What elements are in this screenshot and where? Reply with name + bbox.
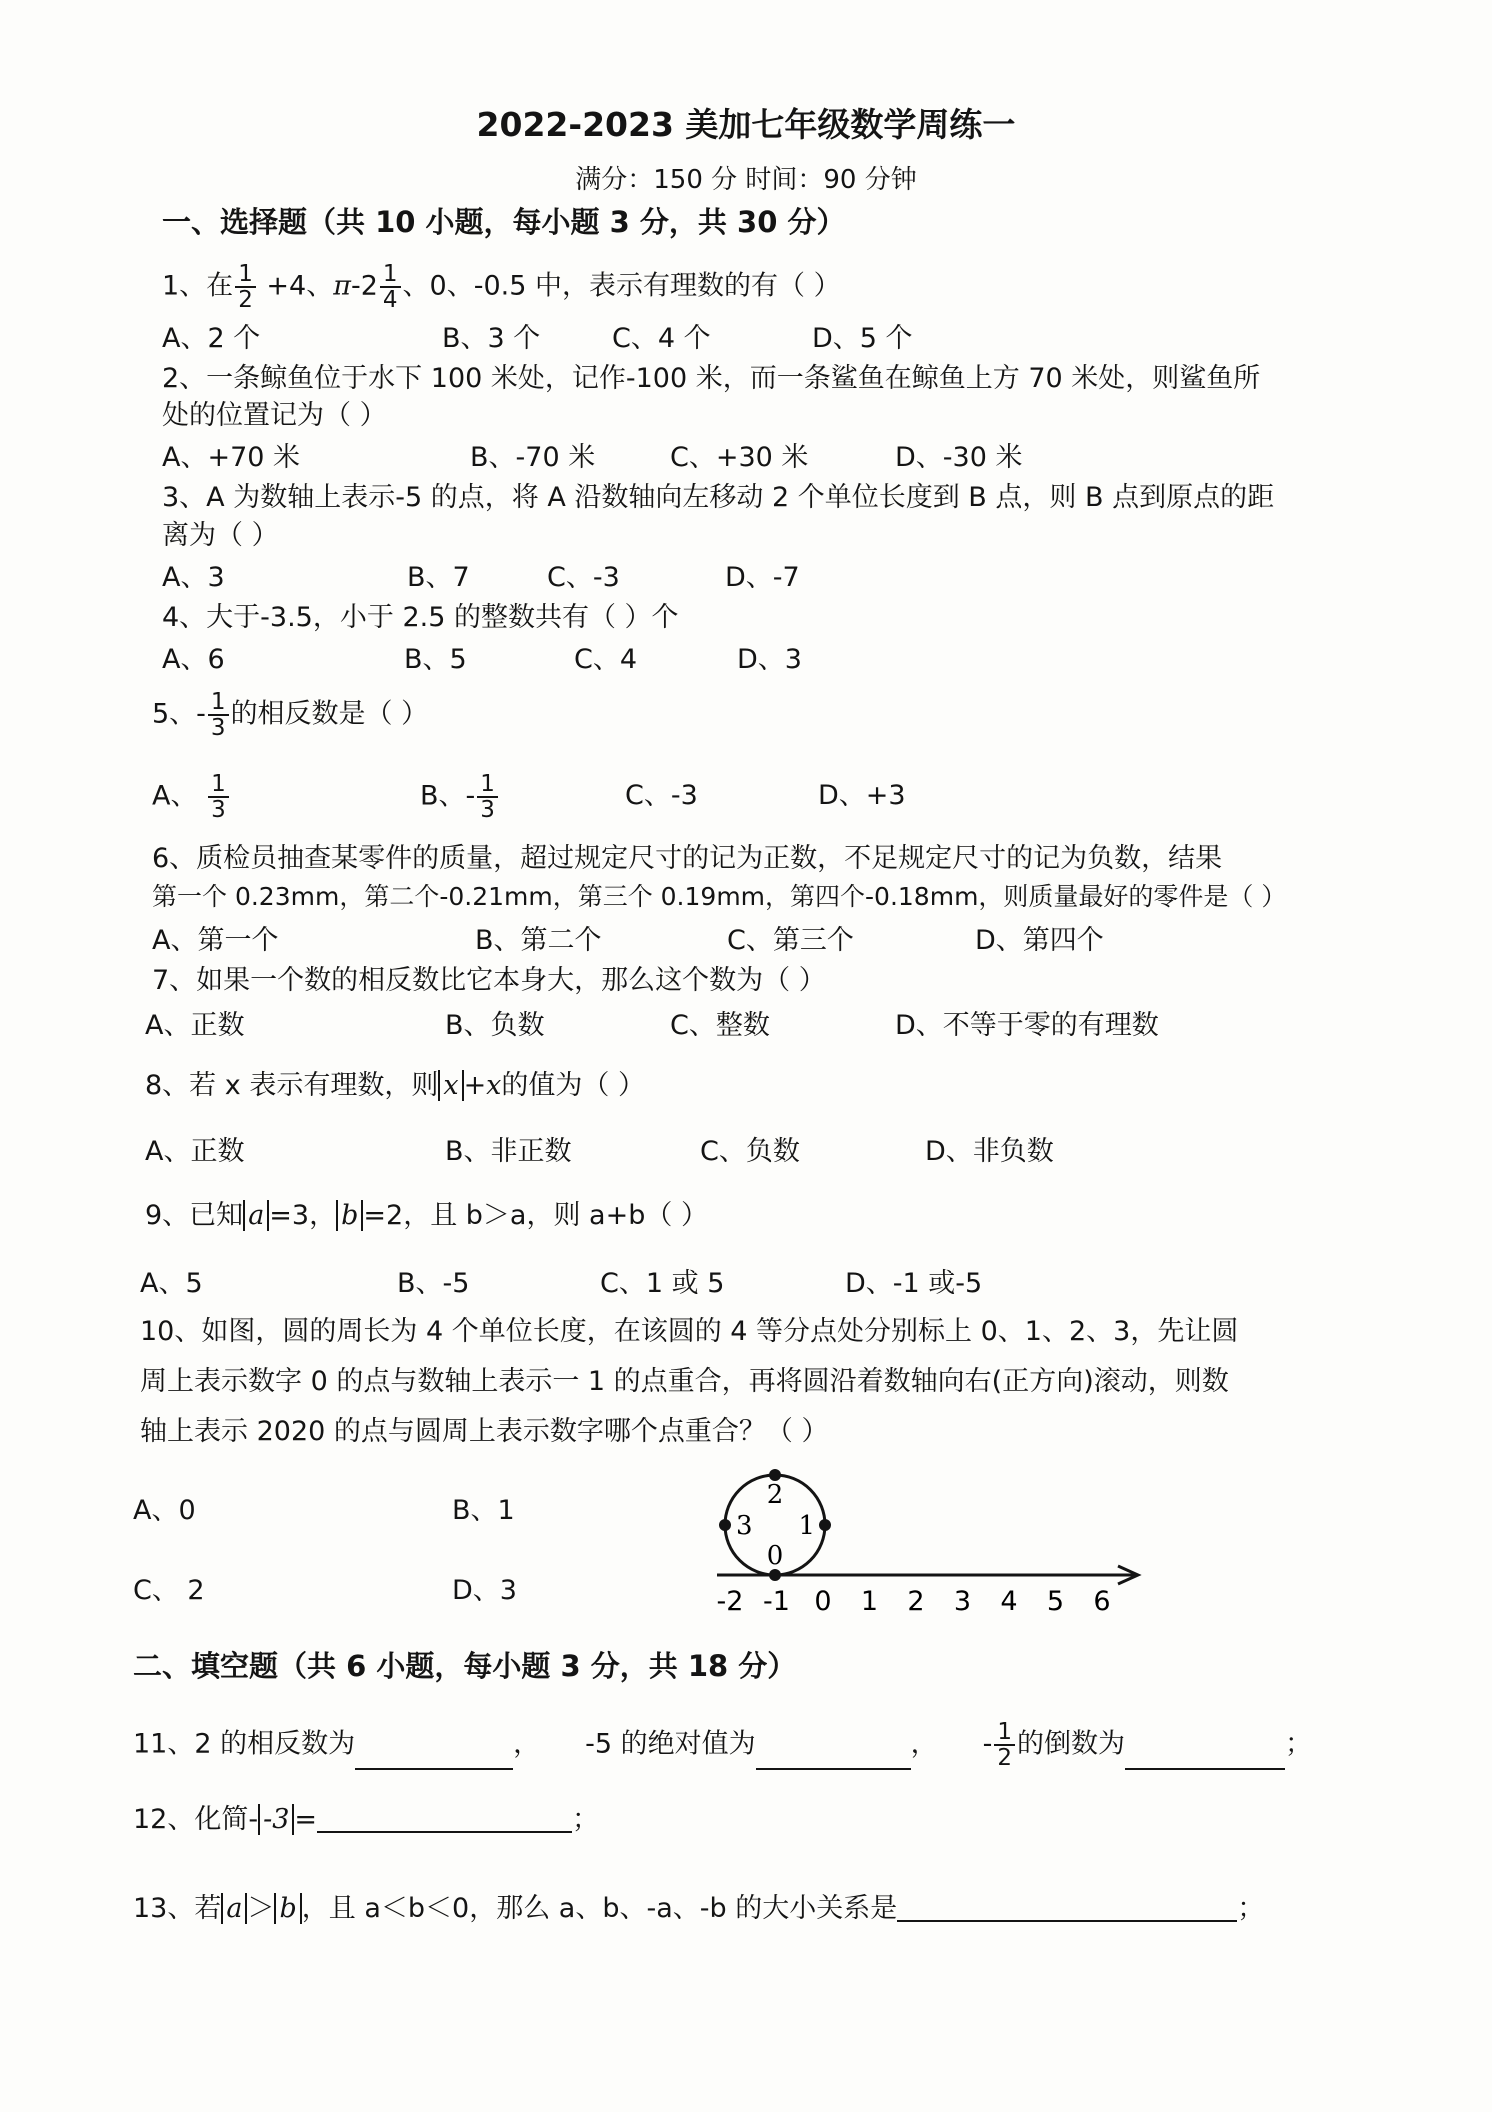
absolute-value: a (221, 1893, 247, 1924)
q4-option-d: D、3 (737, 644, 802, 675)
axis-tick-label: -1 (763, 1586, 790, 1617)
exam-meta: 满分：150 分 时间：90 分钟 (575, 165, 917, 195)
q10-option-b: B、1 (452, 1495, 515, 1526)
q2-option-a: A、+70 米 (162, 442, 301, 473)
q2-option-c: C、+30 米 (670, 442, 809, 473)
q4-option-a: A、6 (162, 644, 225, 675)
fraction: $\frac{1}{3}$ (208, 690, 229, 740)
circle-label-0: 0 (766, 1541, 784, 1571)
fraction: $\frac{1}{3}$ (477, 772, 498, 822)
axis-tick-labels (717, 1586, 1111, 1617)
section-2-heading: 二、填空题（共 6 小题，每小题 3 分，共 18 分） (133, 1649, 797, 1683)
q10-option-c: C、 2 (133, 1575, 205, 1606)
section-1-heading: 一、选择题（共 10 小题，每小题 3 分，共 30 分） (162, 205, 846, 239)
q1-option-b: B、3 个 (442, 323, 541, 354)
question-7: 7、如果一个数的相反数比它本身大，那么这个数为（ ） (152, 965, 826, 996)
answer-blank[interactable] (355, 1744, 513, 1770)
q9-option-b: B、-5 (397, 1268, 470, 1299)
absolute-value: -3 (258, 1804, 294, 1835)
q8-option-b: B、非正数 (445, 1136, 572, 1167)
circle-label-1: 1 (798, 1511, 815, 1541)
absolute-value: x (438, 1070, 463, 1101)
question-10-line1: 10、如图，圆的周长为 4 个单位长度，在该圆的 4 等分点处分别标上 0、1、2、3，先让圆 (140, 1316, 1239, 1347)
question-5: 5、- $\frac{1}{3}$ 的相反数是（ ） (152, 689, 429, 742)
q4-option-c: C、4 (574, 644, 638, 675)
q9-option-a: A、5 (140, 1268, 203, 1299)
q6-option-b: B、第二个 (475, 925, 602, 956)
q10-option-a: A、0 (133, 1495, 196, 1526)
q7-option-a: A、正数 (145, 1010, 245, 1041)
answer-blank[interactable] (756, 1744, 911, 1770)
circle-point-left (719, 1519, 731, 1531)
q6-option-d: D、第四个 (975, 925, 1104, 956)
axis-tick-label: -2 (716, 1586, 744, 1617)
q4-option-b: B、5 (404, 644, 467, 675)
question-8: 8、若 x 表示有理数，则 x +x的值为（ ） (145, 1070, 646, 1101)
circle-number-line-figure (705, 1455, 1165, 1625)
question-10-line3: 轴上表示 2020 的点与圆周上表示数字哪个点重合？（ ） (140, 1416, 829, 1447)
question-1: 1、在 $\frac{1}{2}$ +4、π-2 $\frac{1}{4}$ 、0、-0.5 中，表示有理数的有（ ） (162, 261, 841, 314)
absolute-value: b (274, 1893, 301, 1924)
q5-option-d: D、+3 (818, 780, 906, 811)
question-12: 12、化简- -3 = ； (133, 1804, 600, 1835)
absolute-value: b (336, 1200, 363, 1231)
q9-option-d: D、-1 或-5 (845, 1268, 983, 1299)
q7-option-d: D、不等于零的有理数 (895, 1010, 1159, 1041)
q10-option-d: D、3 (452, 1575, 517, 1606)
q6-option-a: A、第一个 (152, 925, 279, 956)
page-title: 2022-2023 美加七年级数学周练一 (476, 105, 1016, 144)
axis-tick-label: 6 (1093, 1586, 1111, 1617)
answer-blank[interactable] (1125, 1744, 1285, 1770)
fraction: $\frac{1}{3}$ (208, 772, 229, 822)
q1-option-a: A、2 个 (162, 323, 261, 354)
axis-tick-label: 3 (953, 1586, 972, 1617)
q6-option-c: C、第三个 (727, 925, 854, 956)
q8-option-a: A、正数 (145, 1136, 245, 1167)
answer-blank[interactable] (897, 1896, 1237, 1922)
question-3-line2: 离为（ ） (162, 520, 279, 551)
q8-option-d: D、非负数 (925, 1136, 1054, 1167)
question-6-line1: 6、质检员抽查某零件的质量，超过规定尺寸的记为正数，不足规定尺寸的记为负数，结果 (152, 843, 1223, 874)
question-10-line2: 周上表示数字 0 的点与数轴上表示一 1 的点重合，再将圆沿着数轴向右(正方向)滚动，则数 (140, 1366, 1229, 1397)
q9-option-c: C、1 或 5 (600, 1268, 725, 1299)
q5-option-c: C、-3 (625, 780, 698, 811)
question-11: 11、2 的相反数为 ， -5 的绝对值为 ， - $\frac{1}{2}$ 的倒数为 ； (133, 1719, 1313, 1772)
question-2-line1: 2、一条鲸鱼位于水下 100 米处，记作-100 米，而一条鲨鱼在鲸鱼上方 70 米处，则鲨鱼所 (162, 363, 1261, 394)
q3-option-c: C、-3 (547, 562, 620, 593)
q7-option-b: B、负数 (445, 1010, 545, 1041)
q5-option-b: B、- $\frac{1}{3}$ (420, 772, 500, 822)
question-6-line2: 第一个 0.23mm，第二个-0.21mm，第三个 0.19mm，第四个-0.18mm，则质量最好的零件是（ ） (152, 882, 1287, 911)
question-13: 13、若 a ＞ b ，且 a＜b＜0，那么 a、b、-a、-b 的大小关系是 ； (133, 1893, 1265, 1924)
fraction: $\frac{1}{4}$ (380, 262, 401, 312)
fraction: $\frac{1}{2}$ (994, 1720, 1015, 1770)
axis-tick-label: 4 (1000, 1586, 1018, 1617)
q8-option-c: C、负数 (700, 1136, 800, 1167)
question-9: 9、已知 a =3， b =2，且 b＞a，则 a+b（ ） (145, 1200, 708, 1231)
absolute-value: a (243, 1200, 269, 1231)
axis-tick-label: 1 (860, 1586, 879, 1617)
axis-tick-label: 0 (814, 1586, 832, 1617)
q1-option-c: C、4 个 (612, 323, 711, 354)
circle-label-2: 2 (766, 1480, 784, 1510)
question-3-line1: 3、A 为数轴上表示-5 的点，将 A 沿数轴向左移动 2 个单位长度到 B 点，则 B 点到原点的距 (162, 482, 1275, 513)
axis-tick-label: 5 (1046, 1586, 1065, 1617)
q3-option-a: A、3 (162, 562, 225, 593)
q3-option-d: D、-7 (725, 562, 800, 593)
circle-point-right (819, 1519, 831, 1531)
answer-blank[interactable] (317, 1807, 572, 1833)
question-2-line2: 处的位置记为（ ） (162, 400, 387, 431)
circle-label-3: 3 (736, 1511, 753, 1541)
question-4: 4、大于-3.5，小于 2.5 的整数共有（ ）个 (162, 602, 679, 633)
q3-option-b: B、7 (407, 562, 470, 593)
q7-option-c: C、整数 (670, 1010, 770, 1041)
q2-option-d: D、-30 米 (895, 442, 1023, 473)
q5-option-a: A、 $\frac{1}{3}$ (152, 772, 231, 822)
q2-option-b: B、-70 米 (470, 442, 596, 473)
fraction: $\frac{1}{2}$ (235, 262, 256, 312)
q1-option-d: D、5 个 (812, 323, 913, 354)
axis-tick-label: 2 (907, 1586, 925, 1617)
